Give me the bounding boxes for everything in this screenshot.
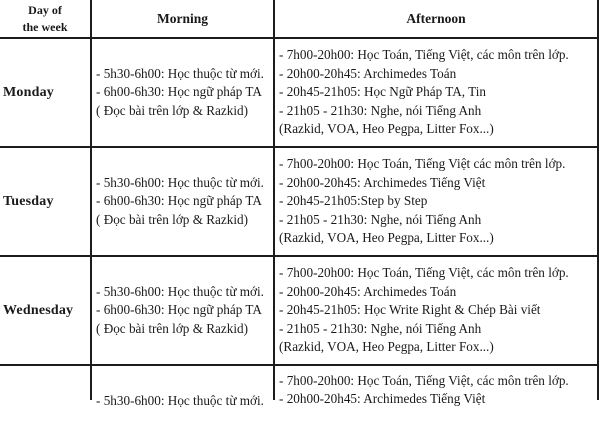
header-day-line1: Day of [28, 2, 62, 17]
morning-item: - 6h00-6h30: Học ngữ pháp TA [96, 84, 262, 100]
afternoon-item: - 20h00-20h45: Archimedes Toán [279, 65, 457, 81]
afternoon-item: (Razkid, VOA, Heo Pegpa, Litter Fox...) [279, 121, 494, 137]
table-right-border [597, 0, 599, 400]
morning-item: - 5h30-6h00: Học thuộc từ mới. [96, 66, 264, 82]
afternoon-item: - 20h00-20h45: Archimedes Tiếng Việt [279, 174, 486, 190]
afternoon-item: - 7h00-20h00: Học Toán, Tiếng Việt, các môn trên lớp. [279, 265, 569, 281]
afternoon-item: - 21h05 - 21h30: Nghe, nói Tiếng Anh [279, 102, 482, 118]
afternoon-item: - 21h05 - 21h30: Nghe, nói Tiếng Anh [279, 320, 482, 336]
afternoon-item: - 20h45-21h05:Step by Step [279, 193, 428, 209]
afternoon-monday [275, 39, 597, 146]
morning-monday [92, 39, 273, 146]
day-wednesday: Wednesday [3, 302, 74, 318]
morning-item: - 5h30-6h00: Học thuộc từ mới. [96, 284, 264, 300]
afternoon-wednesday [275, 257, 597, 364]
header-afternoon: Afternoon [406, 10, 466, 26]
afternoon-item: - 20h45-21h05: Học Write Right & Chép Bài viết [279, 302, 541, 318]
afternoon-item: - 7h00-20h00: Học Toán, Tiếng Việt, các môn trên lớp. [279, 373, 569, 388]
header-day-of-week [0, 0, 90, 37]
afternoon-item: - 7h00-20h00: Học Toán, Tiếng Việt, các môn trên lớp. [279, 47, 569, 63]
morning-partial [92, 366, 273, 426]
morning-item: - 5h30-6h00: Học thuộc từ mới. [96, 393, 264, 408]
afternoon-partial [275, 366, 597, 426]
morning-item: - 5h30-6h00: Học thuộc từ mới. [96, 175, 264, 191]
morning-item: ( Đọc bài trên lớp & Razkid) [96, 211, 248, 227]
header-morning: Morning [156, 10, 208, 26]
morning-wednesday [92, 257, 273, 364]
afternoon-item: - 21h05 - 21h30: Nghe, nói Tiếng Anh [279, 211, 482, 227]
header-day-line2: the week [22, 19, 68, 34]
afternoon-item: - 20h00-20h45: Archimedes Tiếng Việt [279, 391, 486, 407]
afternoon-item: (Razkid, VOA, Heo Pegpa, Litter Fox...) [279, 230, 494, 246]
afternoon-item: - 7h00-20h00: Học Toán, Tiếng Việt các môn trên lớp. [279, 156, 566, 172]
morning-item: ( Đọc bài trên lớp & Razkid) [96, 320, 248, 336]
morning-item: - 6h00-6h30: Học ngữ pháp TA [96, 302, 262, 318]
afternoon-tuesday [275, 148, 597, 255]
day-partial [0, 366, 90, 400]
morning-item: ( Đọc bài trên lớp & Razkid) [96, 102, 248, 118]
morning-tuesday [92, 148, 273, 255]
morning-item: - 6h00-6h30: Học ngữ pháp TA [96, 193, 262, 209]
afternoon-item: (Razkid, VOA, Heo Pegpa, Litter Fox...) [279, 339, 494, 355]
day-monday: Monday [3, 84, 54, 100]
afternoon-item: - 20h00-20h45: Archimedes Toán [279, 283, 457, 299]
afternoon-item: - 20h45-21h05: Học Ngữ Pháp TA, Tin [279, 84, 486, 100]
day-tuesday: Tuesday [3, 193, 54, 209]
